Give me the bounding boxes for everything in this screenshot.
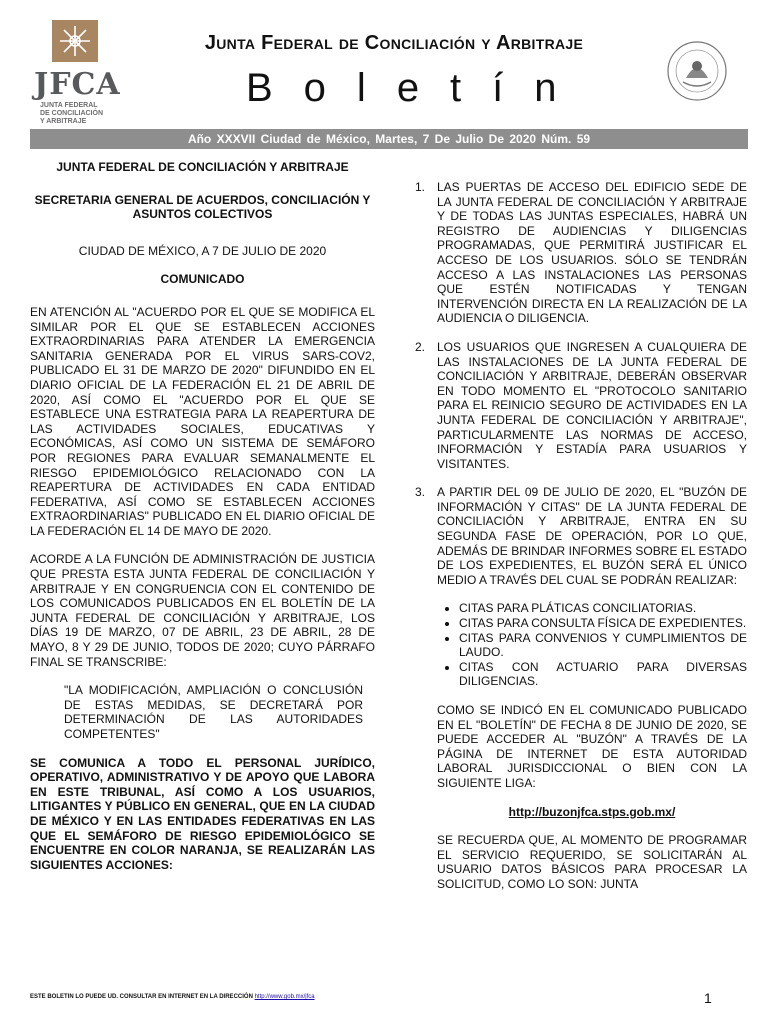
bullet-item: • CITAS PARA CONSULTA FÍSICA DE EXPEDIENTES.: [459, 616, 747, 631]
dateline: CIUDAD DE MÉXICO, A 7 DE JULIO DE 2020: [78, 243, 327, 258]
national-seal-icon: [666, 40, 728, 102]
bullet-item: • CITAS PARA CONVENIOS Y CUMPLIMIENTOS DE LAUDO.: [459, 631, 747, 660]
page-title: Boletín: [246, 66, 588, 110]
appointments-bullet-list: [437, 601, 747, 689]
paragraph-2: ACORDE A LA FUNCIÓN DE ADMINISTRACIÓN DE JUSTICIA QUE PRESTA ESTA JUNTA FEDERAL DE CONCILIACIÓN Y ARBITRAJE Y EN CONGRUENCIA CON EL CONTENIDO DE LOS COMUNICADOS PUBLICADOS EN EL BOLETÍN DE LA JUNTA FEDERAL DE CONCILIACIÓN Y ARBITRAJE, LOS DÍAS 19 DE MARZO, 07 DE ABRIL, 23 DE ABRIL, 28 DE MAYO, 8 Y 29 DE JUNIO, TODOS DE 2020; CUYO PÁRRAFO FINAL SE TRANSCRIBE:: [30, 552, 375, 669]
list-item: 2. LOS USUARIOS QUE INGRESEN A CUALQUIERA DE LAS INSTALACIONES DE LA JUNTA FEDERAL DE CONCILIACIÓN Y ARBITRAJE, DEBERÁN OBSERVAR EN TODO MOMENTO EL "PROTOCOLO SANITARIO PARA EL REINICIO SEGURO DE ACTIVIDADES EN LA JUNTA FEDERAL DE CONCILIACIÓN Y ARBITRAJE", PARTICULARMENTE LAS NORMAS DE ACCESO, INFORMACIÓN Y ESTADÍA PARA USUARIOS Y VISITANTES.: [415, 339, 747, 471]
bullet-item: • CITAS PARA PLÁTICAS CONCILIATORIAS.: [459, 601, 747, 616]
right-column: [412, 180, 747, 892]
issue-info-bar: Año XXXVII Ciudad de México, Martes, 7 De Julio De 2020 Núm. 59: [30, 129, 748, 149]
org-heading: JUNTA FEDERAL DE CONCILIACIÓN Y ARBITRAJE: [56, 160, 349, 174]
page-number: 1: [704, 990, 712, 1006]
paragraph-3: SE COMUNICA A TODO EL PERSONAL JURÍDICO, OPERATIVO, ADMINISTRATIVO Y DE APOYO QUE LABORA EN ESTE TRIBUNAL, ASÍ COMO A LOS USUARIOS, LITIGANTES Y PÚBLICO EN GENERAL, QUE EN LA CIUDAD DE MÉXICO Y EN LAS ENTIDADES FEDERATIVAS EN LAS QUE EL SEMÁFORO DE RIESGO EPIDEMIOLÓGICO SE ENCUENTRE EN COLOR NARANJA, SE REALIZARÁN LAS SIGUIENTES ACCIONES:: [30, 755, 375, 872]
secretariat-heading: SECRETARIA GENERAL DE ACUERDOS, CONCILIACIÓN Y ASUNTOS COLECTIVOS: [34, 192, 371, 222]
quoted-text: "LA MODIFICACIÓN, AMPLIACIÓN O CONCLUSIÓN DE ESTAS MEDIDAS, SE DECRETARÁ POR DETERMINACIÓN DE LAS AUTORIDADES COMPETENTES": [64, 683, 363, 741]
buzon-link[interactable]: http://buzonjfca.stps.gob.mx/: [508, 804, 676, 819]
logo-text: JFCA: [34, 67, 121, 102]
organization-name: Junta Federal de Conciliación y Arbitraje: [204, 32, 584, 54]
left-column: [30, 160, 375, 872]
paragraph-1: EN ATENCIÓN AL "ACUERDO POR EL QUE SE MODIFICA EL SIMILAR POR EL QUE SE ESTABLECEN ACCIONES EXTRAORDINARIAS PARA ATENDER LA EMERGENCIA SANITARIA GENERADA POR EL VIRUS SARS-COV2, PUBLICADO EL 31 DE MARZO DE 2020" DIFUNDIDO EN EL DIARIO OFICIAL DE LA FEDERACIÓN EL 21 DE ABRIL DE 2020, ASÍ COMO EL "ACUERDO POR EL QUE SE ESTABLECE UNA ESTRATEGIA PARA LA REAPERTURA DE LAS ACTIVIDADES SOCIALES, EDUCATIVAS Y ECONÓMICAS, ASÍ COMO UN SISTEMA DE SEMÁFORO POR REGIONES PARA EVALUAR SEMANALMENTE EL RIESGO EPIDEMIOLÓGICO RELACIONADO CON LA REAPERTURA DE ACTIVIDADES EN CADA ENTIDAD FEDERATIVA, ASÍ COMO SE ESTABLECEN ACCIONES EXTRAORDINARIAS" PUBLICADO EN EL DIARIO OFICIAL DE LA FEDERACIÓN EL 14 DE MAYO DE 2020.: [30, 304, 375, 538]
footer-link[interactable]: http://www.gob.mx/jfca: [254, 994, 315, 1000]
footer-note: ESTE BOLETIN LO PUEDE UD. CONSULTAR EN INTERNET EN LA DIRECCIÓN http://www.gob.mx/jfca: [30, 994, 315, 1000]
list-item: 3. A PARTIR DEL 09 DE JULIO DE 2020, EL "BUZÓN DE INFORMACIÓN Y CITAS" DE LA JUNTA FEDERAL DE CONCILIACIÓN Y ARBITRAJE, ENTRA EN SU SEGUNDA FASE DE OPERACIÓN, POR LO QUE, ADEMÁS DE BRINDAR INFORMES SOBRE EL ESTADO DE LOS EXPEDIENTES, EL BUZÓN SERÁ EL ÚNICO MEDIO A TRAVÉS DEL CUAL SE PODRÁN REALIZAR:: [415, 485, 747, 587]
paragraph-5: SE RECUERDA QUE, AL MOMENTO DE PROGRAMAR EL SERVICIO REQUERIDO, SE SOLICITARÁN AL USUARIO DATOS BÁSICOS PARA PROCESAR LA SOLICITUD, COMO LO SON: JUNTA: [437, 833, 747, 891]
bullet-item: • CITAS CON ACTUARIO PARA DIVERSAS DILIGENCIAS.: [459, 660, 747, 689]
communique-heading: COMUNICADO: [160, 272, 245, 287]
actions-list: [412, 180, 747, 587]
list-item: 1. LAS PUERTAS DE ACCESO DEL EDIFICIO SEDE DE LA JUNTA FEDERAL DE CONCILIACIÓN Y ARBITRAJE Y DE TODAS LAS JUNTAS ESPECIALES, HABRÁ UN REGISTRO DE AUDIENCIAS Y DILIGENCIAS PROGRAMADAS, QUE PERMITIRÁ JUSTIFICAR EL ACCESO DE LOS USUARIOS. SÓLO SE TENDRÁN ACCESO A LAS INSTALACIONES LAS PERSONAS QUE ESTÉN NOTIFICADAS Y TENGAN INTERVENCIÓN DIRECTA EN LA REALIZACIÓN DE LA AUDIENCIA O DILIGENCIA.: [415, 180, 747, 326]
paragraph-4: COMO SE INDICÓ EN EL COMUNICADO PUBLICADO EN EL "BOLETÍN" DE FECHA 8 DE JUNIO DE 2020, SE PUEDE ACCEDER AL "BUZÓN" A TRAVÉS DE LA PÁGINA DE INTERNET DE ESTA AUTORIDAD LABORAL JURISDICCIONAL O BIEN CON LA SIGUIENTE LIGA:: [437, 703, 747, 790]
logo-subtitle: JUNTA FEDERAL DE CONCILIACIÓN Y ARBITRAJE: [40, 102, 103, 125]
